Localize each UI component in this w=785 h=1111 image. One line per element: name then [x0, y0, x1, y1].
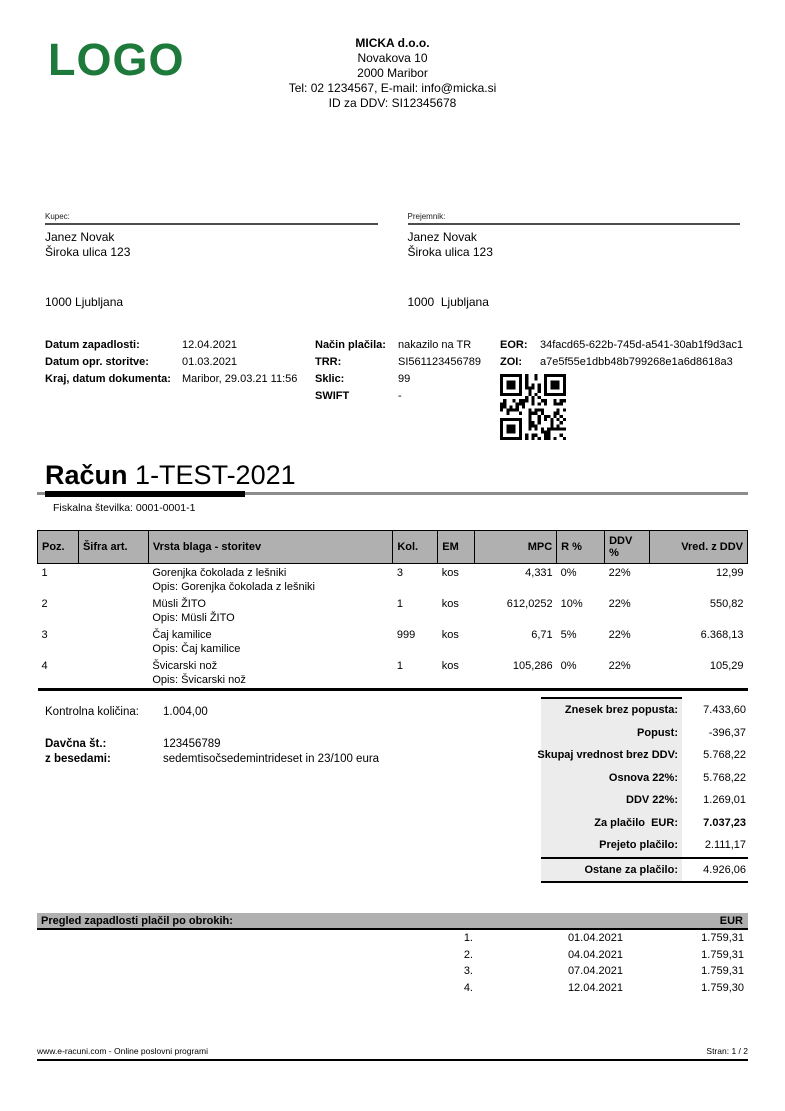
item-discount: 5%: [560, 629, 577, 641]
in-words-label: z besedami:: [45, 753, 111, 765]
totals-row: [541, 789, 748, 812]
fiscal-number: Fiskalna številka: 0001-0001-1: [53, 502, 196, 514]
item-pos: 3: [41, 629, 48, 641]
footer-page-number: Stran: 1 / 2: [706, 1046, 748, 1056]
sklic-value: 99: [398, 373, 411, 385]
item-name: Čaj kamilice: [152, 629, 212, 641]
company-contact: Tel: 02 1234567, E-mail: info@micka.si: [288, 81, 497, 95]
payment-method-value: nakazilo na TR: [398, 339, 472, 351]
item-total: 12,99: [715, 567, 744, 579]
installment-amount: 1.759,31: [701, 932, 744, 944]
buyer-label: Kupec:: [45, 212, 70, 221]
zoi-value: a7e5f55e1dbb48b799268e1a6d8618a3: [540, 356, 733, 368]
totals-row-remaining: [541, 859, 748, 882]
qr-code: [500, 374, 566, 440]
item-name: Gorenjka čokolada z lešniki: [152, 567, 287, 579]
total-value: 5.768,22: [703, 749, 746, 762]
totals-box: [537, 697, 748, 883]
buyer-name: Janez Novak: [45, 230, 115, 244]
item-unit: kos: [441, 567, 459, 579]
item-row: [38, 657, 748, 690]
item-total: 6.368,13: [700, 629, 744, 641]
item-vat: 22%: [608, 567, 631, 579]
eor-label: EOR:: [500, 339, 528, 351]
installment-row: [37, 980, 748, 997]
trr-label: TRR:: [315, 356, 342, 368]
summary-left: [37, 697, 379, 883]
recipient-block: [408, 212, 741, 309]
item-row: [38, 595, 748, 626]
totals-row-amount-due: [541, 812, 748, 835]
due-date-label: Datum zapadlosti:: [45, 339, 140, 351]
control-qty-value: 1.004,00: [163, 706, 208, 718]
meta-dates: [45, 337, 315, 446]
totals-row: [541, 722, 748, 745]
installment-date: 01.04.2021: [567, 932, 623, 944]
installment-no: 2.: [463, 948, 473, 961]
totals-row: [537, 744, 748, 767]
installment-no: 3.: [463, 965, 473, 977]
document-title: [45, 460, 748, 490]
installment-no: 1.: [463, 932, 473, 944]
doc-number: 1-TEST-2021: [135, 460, 296, 490]
item-pos: 4: [41, 660, 48, 672]
total-label: Popust:: [541, 722, 682, 745]
buyer-city: 1000 Ljubljana: [45, 295, 124, 309]
control-qty-label: Kontrolna količina:: [45, 706, 139, 718]
item-discount: 0%: [560, 660, 577, 672]
item-total: 105,29: [709, 660, 744, 672]
col-code: Šifra art.: [78, 531, 148, 564]
page-footer: [37, 1046, 748, 1061]
item-discount: 0%: [560, 567, 577, 579]
zoi-label: ZOI:: [500, 356, 522, 368]
col-pos: Poz.: [38, 531, 79, 564]
footer-site: www.e-racuni.com - Online poslovni programi: [37, 1046, 209, 1056]
recipient-label: Prejemnik:: [407, 212, 446, 221]
swift-value: -: [398, 390, 402, 402]
buyer-block: [45, 212, 378, 309]
col-qty: Kol.: [393, 531, 438, 564]
tax-number-value: 123456789: [163, 738, 221, 750]
service-date-label: Datum opr. storitve:: [45, 356, 149, 368]
total-value: 7.037,23: [703, 816, 746, 829]
item-description: Opis: Švicarski nož: [152, 674, 246, 686]
item-qty: 3: [396, 567, 403, 579]
item-code: [78, 595, 148, 626]
due-date-value: 12.04.2021: [182, 339, 238, 351]
totals-bottom-rule: [541, 881, 748, 883]
title-section: [37, 460, 748, 514]
total-label: DDV 22%:: [541, 789, 682, 812]
trr-value: SI561123456789: [398, 356, 481, 368]
remaining-label: Ostane za plačilo:: [541, 859, 682, 882]
totals-row: [541, 834, 748, 857]
buyer-street: Široka ulica 123: [45, 245, 131, 259]
company-street: Novakova 10: [357, 51, 428, 65]
item-code: [78, 564, 148, 596]
installment-amount: 1.759,31: [701, 965, 744, 977]
item-unit: kos: [441, 660, 459, 672]
company-logo: LOGO: [48, 34, 185, 85]
items-table: [37, 530, 748, 691]
installment-row: [37, 963, 748, 980]
remaining-value: 4.926,06: [703, 863, 746, 876]
in-words-value: sedemtisočsedemintrideset in 23/100 eura: [163, 753, 380, 765]
eor-value: 34facd65-622b-745d-a541-30ab1f9d3ac1: [540, 339, 744, 351]
installments-section: [37, 913, 748, 996]
item-row: [38, 626, 748, 657]
item-name: Švicarski nož: [152, 660, 218, 672]
installments-currency: EUR: [719, 914, 743, 927]
installment-date: 04.04.2021: [567, 948, 623, 961]
installment-row: [37, 930, 748, 947]
buyer-rule: [45, 223, 378, 225]
item-total: 550,82: [709, 598, 744, 610]
col-vat: DDV %: [605, 531, 650, 564]
item-description: Opis: Gorenjka čokolada z lešniki: [152, 581, 315, 593]
sklic-label: Sklic:: [315, 373, 345, 385]
col-unit: EM: [438, 531, 475, 564]
item-row: [38, 564, 748, 596]
installments-title: Pregled zapadlosti plačil po obrokih:: [41, 914, 233, 927]
item-pos: 2: [41, 598, 48, 610]
total-value: -396,37: [708, 726, 746, 739]
item-qty: 1: [396, 598, 403, 610]
installment-amount: 1.759,31: [701, 948, 744, 961]
item-description: Opis: Čaj kamilice: [152, 643, 241, 655]
item-pos: 1: [41, 567, 48, 579]
col-name: Vrsta blaga - storitev: [148, 531, 392, 564]
total-value: 7.433,60: [703, 704, 746, 717]
recipient-rule: [408, 223, 741, 225]
item-name: Müsli ŽITO: [152, 598, 206, 610]
item-code: [78, 626, 148, 657]
total-label: Znesek brez popusta:: [541, 699, 682, 722]
meta-fiscal: [500, 337, 743, 446]
invoice-meta: [37, 337, 748, 446]
place-date-label: Kraj, datum dokumenta:: [45, 373, 171, 385]
item-name-cell: [148, 657, 392, 690]
col-mpc: MPC: [475, 531, 557, 564]
title-rule: [37, 491, 748, 497]
item-description: Opis: Müsli ŽITO: [152, 612, 235, 624]
totals-row: [541, 699, 748, 722]
total-value: 2.111,17: [704, 839, 746, 852]
item-qty: 1: [396, 660, 403, 672]
total-label: Skupaj vrednost brez DDV:: [541, 744, 682, 767]
items-header-row: [38, 531, 748, 564]
col-total: Vred. z DDV: [650, 531, 748, 564]
item-discount: 10%: [560, 598, 583, 610]
item-mpc: 6,71: [531, 629, 553, 641]
item-qty: 999: [396, 629, 416, 641]
installment-date: 12.04.2021: [567, 981, 623, 994]
col-discount: R %: [557, 531, 605, 564]
recipient-name: Janez Novak: [407, 230, 477, 244]
total-label: Osnova 22%:: [541, 767, 682, 790]
place-date-value: Maribor, 29.03.21 11:56: [182, 373, 298, 385]
tax-number-label: Davčna št.:: [45, 738, 107, 750]
total-value: 1.269,01: [703, 794, 746, 807]
item-name-cell: [148, 595, 392, 626]
total-label: Prejeto plačilo:: [541, 834, 682, 857]
item-unit: kos: [441, 598, 459, 610]
company-name: MICKA d.o.o.: [355, 36, 430, 50]
item-mpc: 612,0252: [506, 598, 553, 610]
item-name-cell: [148, 564, 392, 596]
item-vat: 22%: [608, 629, 631, 641]
summary-section: [37, 697, 748, 883]
address-section: [37, 212, 748, 309]
item-mpc: 4,331: [525, 567, 553, 579]
installment-date: 07.04.2021: [567, 965, 623, 977]
item-name-cell: [148, 626, 392, 657]
installment-row: [37, 947, 748, 964]
item-vat: 22%: [608, 598, 631, 610]
item-vat: 22%: [608, 660, 631, 672]
document-header: [37, 0, 748, 146]
payment-method-label: Način plačila:: [315, 339, 386, 351]
totals-row: [541, 767, 748, 790]
installment-amount: 1.759,30: [701, 981, 744, 994]
item-code: [78, 657, 148, 690]
installments-header: [37, 913, 748, 930]
total-value: 5.768,22: [703, 771, 746, 784]
total-label: Za plačilo EUR:: [541, 812, 682, 835]
meta-payment: [315, 337, 500, 446]
doc-type: Račun: [45, 460, 128, 490]
recipient-street: Široka ulica 123: [407, 245, 493, 259]
swift-label: SWIFT: [315, 390, 350, 402]
company-vat-id: ID za DDV: SI12345678: [328, 96, 457, 110]
installment-no: 4.: [463, 981, 473, 994]
service-date-value: 01.03.2021: [182, 356, 238, 368]
recipient-city: 1000 Ljubljana: [407, 295, 489, 309]
company-city: 2000 Maribor: [357, 66, 428, 80]
item-mpc: 105,286: [512, 660, 553, 672]
item-unit: kos: [441, 629, 459, 641]
